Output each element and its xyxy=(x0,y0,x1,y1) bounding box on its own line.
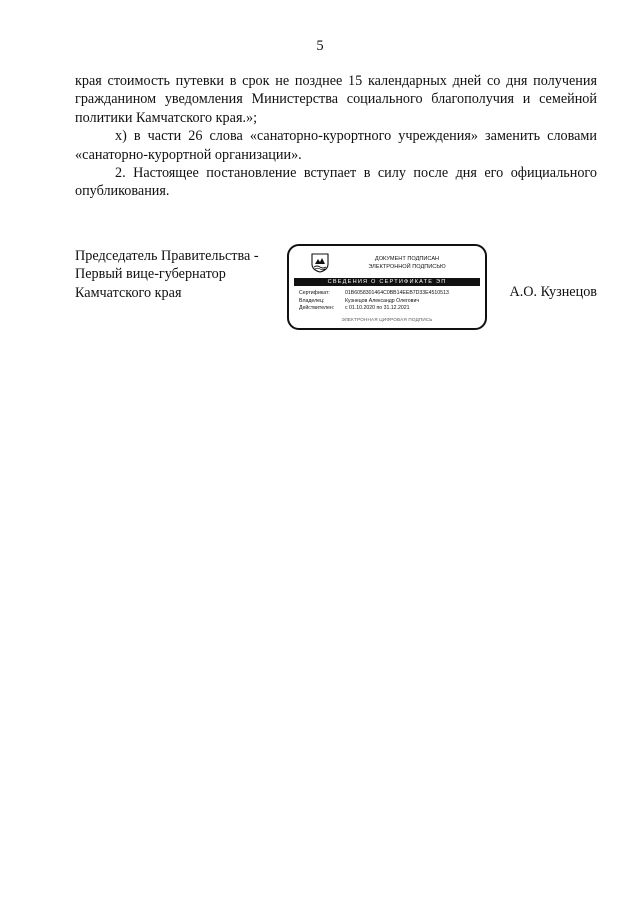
stamp-row-key: Сертификат: xyxy=(299,290,330,296)
stamp-row-key: Действителен: xyxy=(299,305,335,312)
stamp-row-value: 01B6058301464C0BB14EEB7D33E4510513 xyxy=(345,290,449,296)
signer-position-line: Камчатского края xyxy=(75,284,182,301)
document-body xyxy=(75,72,597,201)
stamp-row-key: Владелец: xyxy=(299,297,325,304)
stamp-header-line: ДОКУМЕНТ ПОДПИСАН xyxy=(374,256,440,262)
page-number: 5 xyxy=(316,38,324,54)
electronic-signature-stamp xyxy=(287,244,487,330)
stamp-header xyxy=(337,255,477,271)
stamp-row-certificate xyxy=(299,290,483,298)
signer-position-line: Председатель Правительства - xyxy=(75,248,259,264)
paragraph-item-x: х) в части 26 слова «санаторно-курортного учреждения» заменить словами «санаторно-курортной организации». xyxy=(75,128,597,163)
paragraph-item-2: 2. Настоящее постановление вступает в силу после дня его официального опубликования. xyxy=(75,165,597,200)
stamp-certificate-details xyxy=(299,290,483,313)
paragraph-continuation: края стоимость путевки в срок не позднее 15 календарных дней со дня получения гражданином уведомления Министерства социального благополучия и семейной политики Камчатского края.»; xyxy=(75,73,597,126)
stamp-row-value: Кузнецов Александр Олегович xyxy=(345,297,420,304)
stamp-row-value: с 01.10.2020 по 31.12.2021 xyxy=(345,305,410,312)
stamp-certificate-title: СВЕДЕНИЯ О СЕРТИФИКАТЕ ЭП xyxy=(294,278,480,286)
signer-position-line: Первый вице-губернатор xyxy=(75,266,226,283)
signer-position xyxy=(75,247,290,302)
stamp-header-line: ЭЛЕКТРОННОЙ ПОДПИСЬЮ xyxy=(368,264,446,270)
coat-of-arms-icon xyxy=(311,253,329,273)
stamp-row-validity xyxy=(299,305,483,313)
stamp-footer: ЭЛЕКТРОННАЯ ЦИФРОВАЯ ПОДПИСЬ xyxy=(341,317,433,322)
signer-name: А.О. Кузнецов xyxy=(509,284,597,300)
